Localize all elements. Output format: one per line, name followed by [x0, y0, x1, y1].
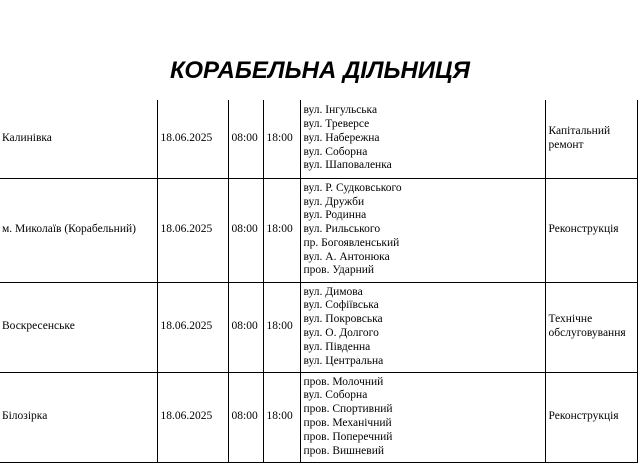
street-item: вул. Соборна [303, 145, 368, 158]
page-title: КОРАБЕЛЬНА ДІЛЬНИЦЯ [169, 57, 471, 84]
settlement-cell: Калинівка [0, 100, 157, 178]
date-cell: 18.06.2025 [157, 372, 228, 462]
outage-schedule-table [0, 100, 638, 463]
time-end-cell: 18:00 [263, 100, 300, 178]
street-item: пров. Спортивний [303, 403, 393, 416]
street-item: вул. Покровська [303, 313, 383, 326]
settlement-cell: м. Миколаїв (Корабельний) [0, 178, 157, 282]
street-item: пров. Ударний [303, 264, 375, 277]
date-cell: 18.06.2025 [157, 100, 228, 178]
street-item: вул. Інгульська [303, 104, 378, 117]
street-item: пров. Поперечний [303, 430, 393, 443]
work-type-cell: Реконструкція [545, 178, 637, 282]
table-row [0, 178, 637, 282]
street-item: вул. О. Долгого [303, 327, 379, 339]
street-item: вул. А. Антонюка [303, 250, 390, 263]
table-row [0, 282, 637, 372]
street-item: вул. Південна [303, 340, 371, 353]
street-item: вул. Дружби [303, 195, 365, 208]
street-item: вул. Центральна [303, 354, 384, 367]
time-end-cell: 18:00 [263, 282, 300, 372]
time-start-cell: 08:00 [228, 178, 263, 282]
street-item: вул. Шаповаленка [303, 159, 392, 172]
time-start-cell: 08:00 [228, 372, 263, 462]
street-item: вул. Софіївська [303, 299, 379, 312]
streets-cell [300, 178, 545, 282]
street-item: вул. Соборна [303, 389, 368, 402]
street-item: вул. Треверсе [303, 118, 370, 131]
street-item: вул. Р. Судковського [303, 181, 402, 194]
work-type-cell: Капітальний ремонт [545, 100, 637, 178]
street-item: вул. Родинна [303, 209, 367, 222]
street-item: пр. Богоявленський [303, 236, 400, 249]
street-item: пров. Молочний [303, 375, 384, 388]
date-cell: 18.06.2025 [157, 282, 228, 372]
work-type-cell: Технічне обслуговування [545, 282, 637, 372]
work-type-cell: Реконструкція [545, 372, 637, 462]
street-item: вул. Набережна [303, 131, 380, 144]
time-start-cell: 08:00 [228, 282, 263, 372]
streets-cell [300, 282, 545, 372]
streets-cell [300, 372, 545, 462]
time-end-cell: 18:00 [263, 372, 300, 462]
street-item: пров. Вишневий [303, 444, 385, 457]
time-start-cell: 08:00 [228, 100, 263, 178]
street-item: вул. Рильського [303, 223, 381, 236]
streets-cell [300, 100, 545, 178]
table-row [0, 372, 637, 462]
settlement-cell: Білозірка [0, 372, 157, 462]
table-row [0, 100, 637, 178]
street-item: пров. Механічний [303, 417, 392, 429]
settlement-cell: Воскресенське [0, 282, 157, 372]
date-cell: 18.06.2025 [157, 178, 228, 282]
time-end-cell: 18:00 [263, 178, 300, 282]
street-item: вул. Димова [303, 285, 363, 298]
